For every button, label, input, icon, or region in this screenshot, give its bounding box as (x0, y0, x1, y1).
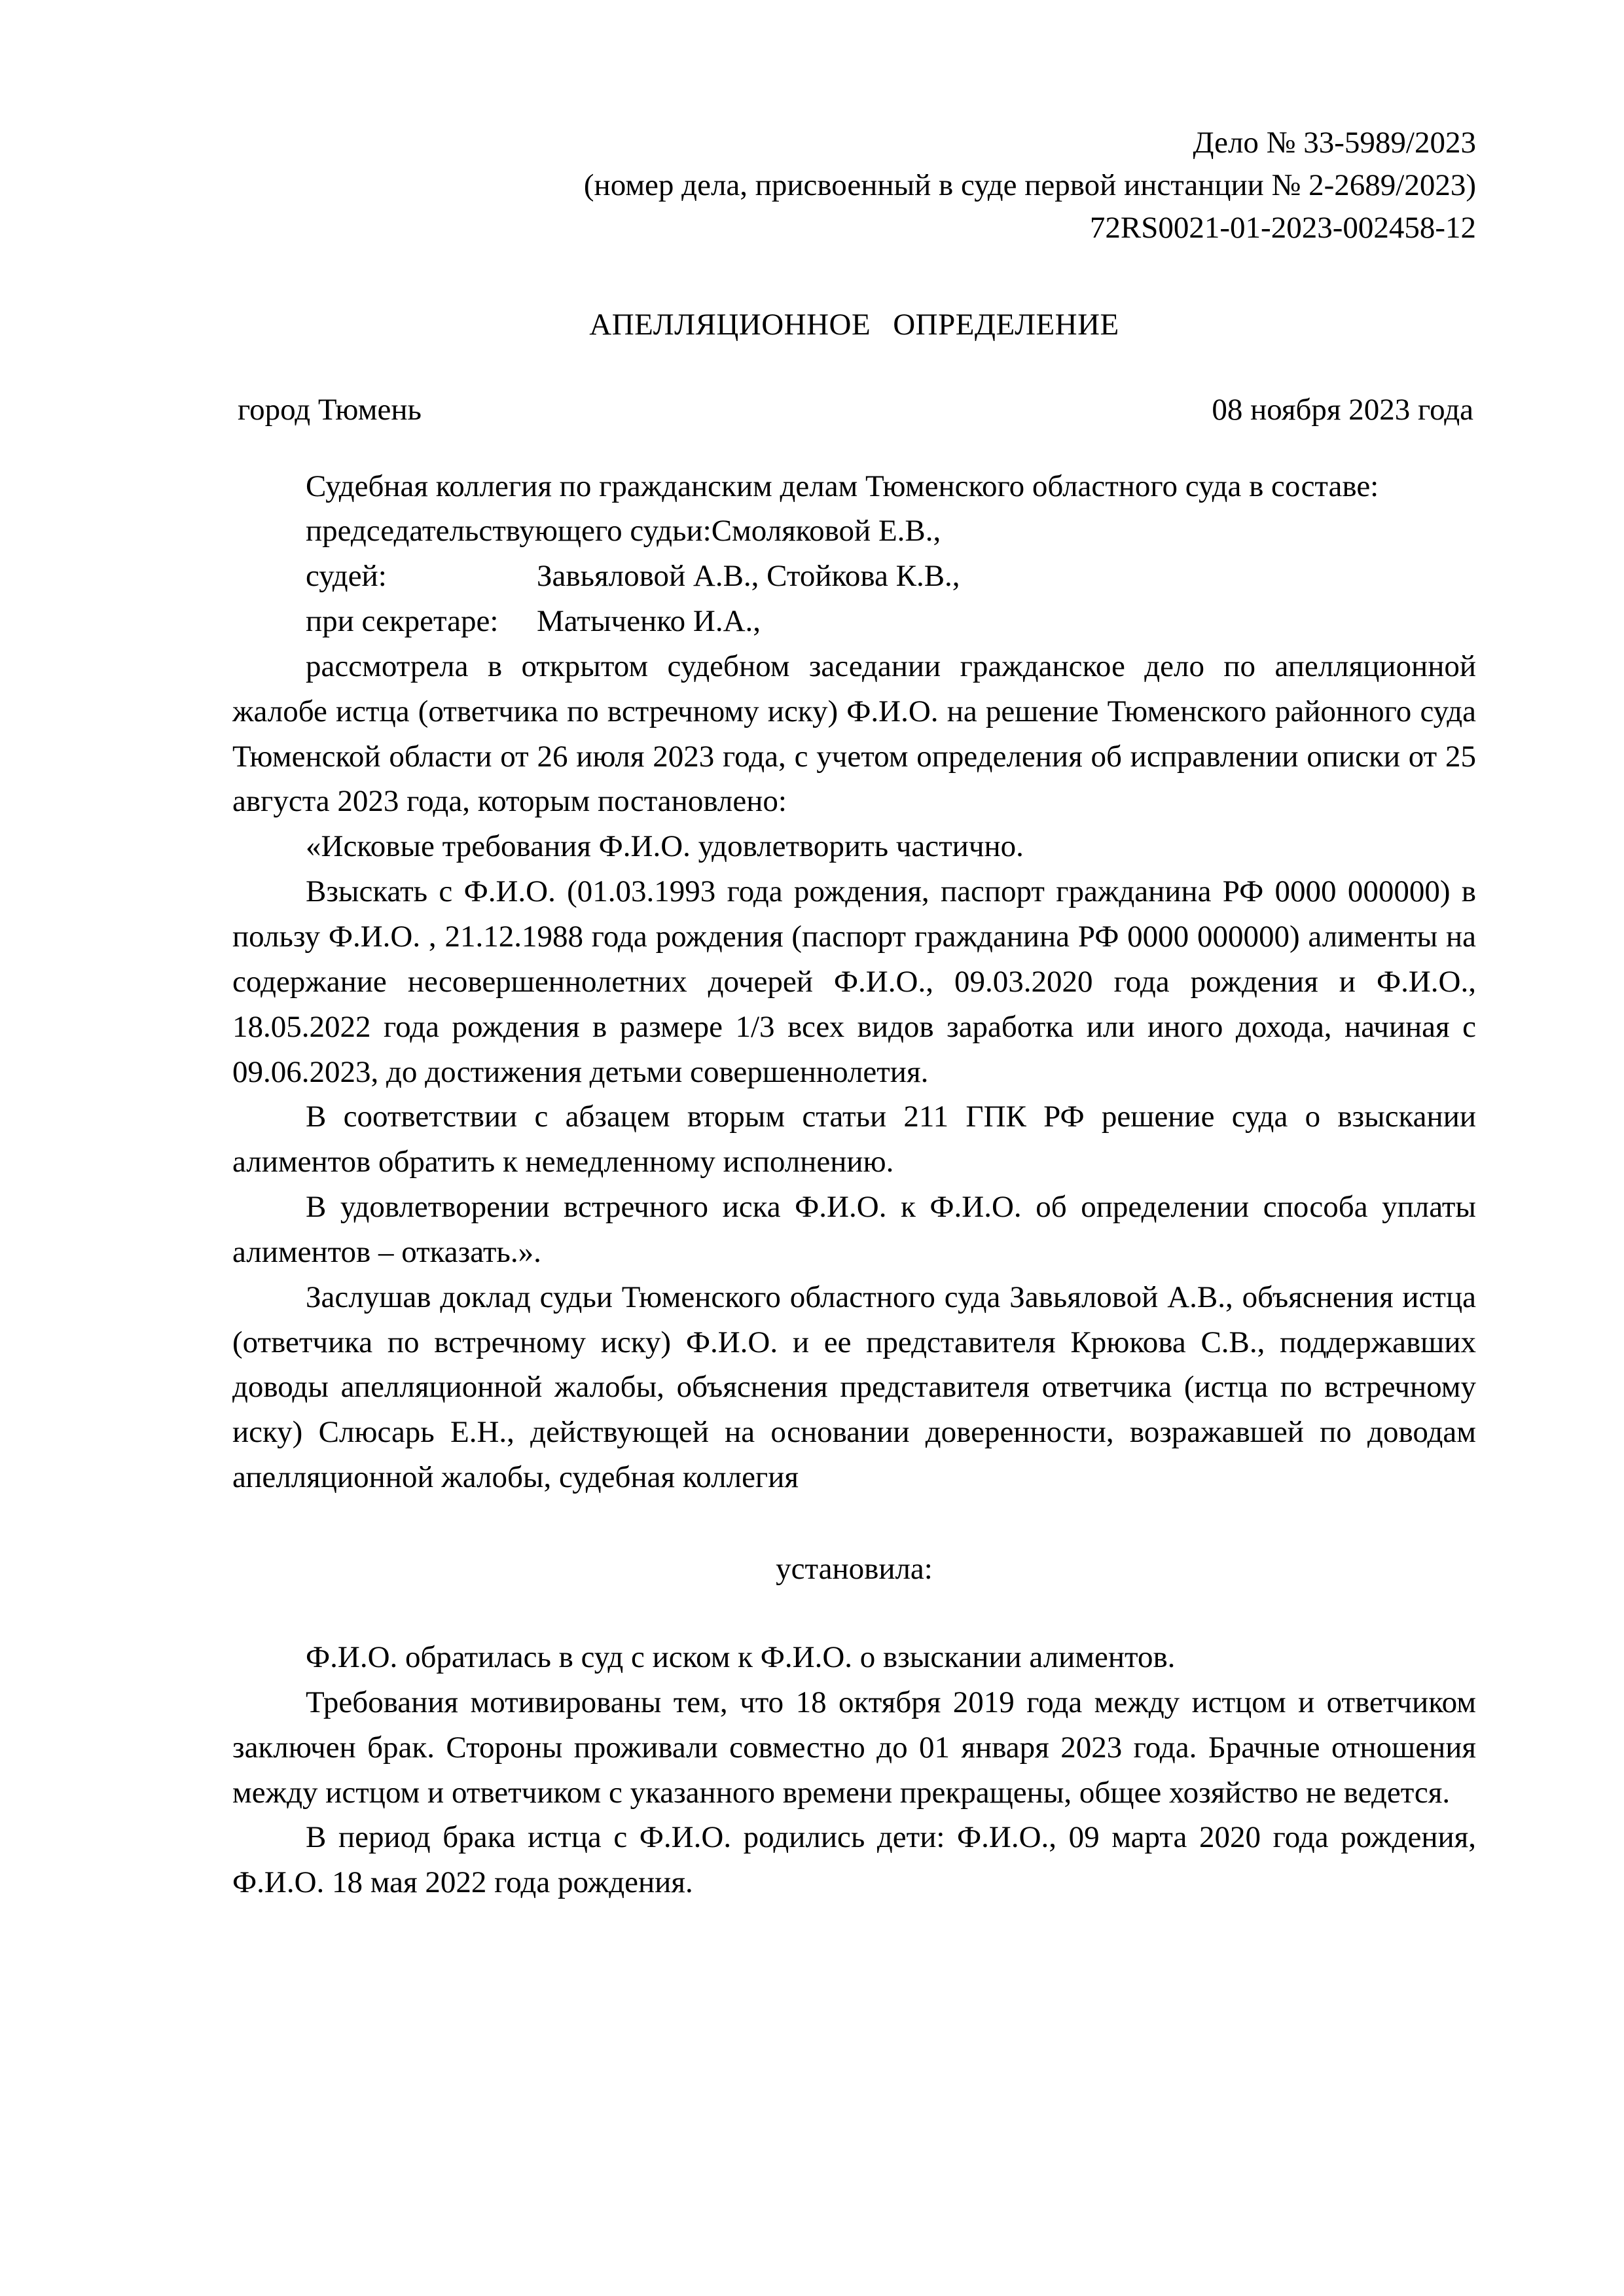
claim-filed-paragraph: Ф.И.О. обратилась в суд с иском к Ф.И.О. о взыскании алиментов. (306, 1640, 1176, 1674)
composition-name: Матыченко И.А., (537, 604, 761, 639)
city-label: город Тюмень (238, 392, 422, 427)
page-content (232, 0, 1476, 1905)
counterclaim-denied-paragraph: В удовлетворении встречного иска Ф.И.О. к Ф.И.О. об определении способа уплаты алиментов – отказать.». (232, 1190, 1476, 1269)
hearing-paragraph: Заслушав доклад судьи Тюменского областного суда Завьяловой А.В., объяснения истца (ответчика по встречному иску) Ф.И.О. и ее представителя Крюкова С.В., поддержавших доводы апелляционной жалобы, объяснения представителя ответчика (истца по встречному иску) Слюсарь Е.Н., действующей на основании доверенности, возражавшей по доводам апелляционной жалобы, судебная коллегия (232, 1280, 1476, 1495)
first-instance-case-number: (номер дела, присвоенный в суде первой инстанции № 2-2689/2023) (583, 168, 1476, 202)
considered-paragraph: рассмотрела в открытом судебном заседании гражданское дело по апелляционной жалобе истца (ответчика по встречному иску) Ф.И.О. на решение Тюменского районного суда Тюменской области от 26 июля 2023 года, с учетом определения об исправлении описки от 25 августа 2023 года, которым постановлено: (232, 649, 1476, 819)
recovery-paragraph: Взыскать с Ф.И.О. (01.03.1993 года рождения, паспорт гражданина РФ 0000 000000) в пользу Ф.И.О. , 21.12.1988 года рождения (паспорт гражданина РФ 0000 000000) алименты на содержание несовершеннолетних дочерей Ф.И.О., 09.03.2020 года рождения и Ф.И.О., 18.05.2022 года рождения в размере 1/3 всех видов заработка или иного дохода, начиная с 09.06.2023, до достижения детьми совершеннолетия. (232, 874, 1476, 1089)
composition-row (232, 599, 1476, 644)
case-header (232, 122, 1476, 249)
intro-block (232, 464, 1476, 1500)
composition-name: Завьяловой А.В., Стойкова К.В., (537, 559, 960, 594)
children-paragraph: В период брака истца с Ф.И.О. родились дети: Ф.И.О., 09 марта 2020 года рождения, Ф.И.О. 18 мая 2022 года рождения. (232, 1820, 1476, 1900)
findings-block (232, 1635, 1476, 1905)
title-word-appeal: АПЕЛЛЯЦИОННОЕ (589, 307, 871, 342)
composition-role: судей: (306, 559, 387, 594)
title-word-ruling: ОПРЕДЕЛЕНИЕ (893, 307, 1119, 342)
composition-row (232, 554, 1476, 599)
composition-row (232, 509, 1476, 554)
composition-name: Смоляковой Е.В., (711, 514, 941, 548)
composition-role: председательствующего судьи: (306, 514, 712, 548)
case-number: Дело № 33-5989/2023 (1193, 126, 1476, 160)
quote-open-paragraph: «Исковые требования Ф.И.О. удовлетворить частично. (306, 829, 1024, 864)
page-title (232, 307, 1476, 342)
place-date-row (232, 392, 1476, 427)
court-composition (232, 509, 1476, 644)
case-uid: 72RS0021-01-2023-002458-12 (1089, 210, 1476, 245)
collegium-paragraph: Судебная коллегия по гражданским делам Тюменского областного суда в составе: (306, 469, 1379, 503)
found-heading: установила: (776, 1551, 933, 1586)
composition-role: при секретаре: (306, 604, 499, 639)
immediate-execution-paragraph: В соответствии с абзацем вторым статьи 211 ГПК РФ решение суда о взыскании алиментов обратить к немедленному исполнению. (232, 1100, 1476, 1179)
date-label: 08 ноября 2023 года (1212, 392, 1473, 427)
motivation-paragraph: Требования мотивированы тем, что 18 октября 2019 года между истцом и ответчиком заключен брак. Стороны проживали совместно до 01 января 2023 года. Брачные отношения между истцом и ответчиком с указанного времени прекращены, общее хозяйство не ведется. (232, 1685, 1476, 1810)
